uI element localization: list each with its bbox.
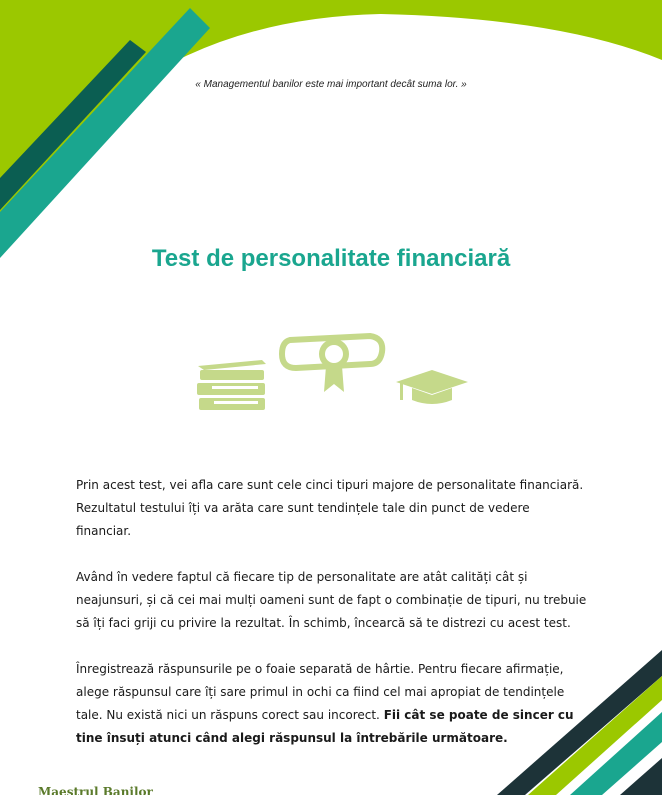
education-icons (0, 330, 662, 430)
page-title: Test de personalitate financiară (151, 245, 511, 272)
intro-text (76, 474, 588, 773)
header-quote: « Managementul banilor este mai important decât suma lor. » (195, 79, 467, 90)
paragraph-text: Înregistrează răspunsurile pe o foaie separată de hârtie. Pentru fiecare afirmație, alege răspunsul care îți sare primul in ochi ca fiind cel mai apropiat de tendințele tale. Nu există nici un răspuns corect sau incorect. (76, 662, 565, 722)
paragraph-bold-text: Fii cât se poate de sincer cu tine însuți atunci când alegi răspunsul la întrebările următoare. (76, 708, 574, 745)
diploma-icon (282, 336, 382, 392)
graduation-cap-icon (396, 370, 468, 404)
footer-brand: Maestrul Banilor (38, 785, 153, 795)
paragraph (76, 658, 588, 750)
books-icon (196, 360, 266, 412)
paragraph: Prin acest test, vei afla care sunt cele cinci tipuri majore de personalitate financiară. Rezultatul testului îți va arăta care sunt tendințele tale din punct de vedere financiar. (76, 478, 584, 538)
paragraph: Având în vedere faptul că fiecare tip de personalitate are atât calități cât și neajunsuri, și că cei mai mulți oameni sunt de fapt o combinație de tipuri, nu trebuie să îți faci griji cu privire la rezultat. În schimb, încearcă să te distrezi cu acest test. (76, 570, 587, 630)
